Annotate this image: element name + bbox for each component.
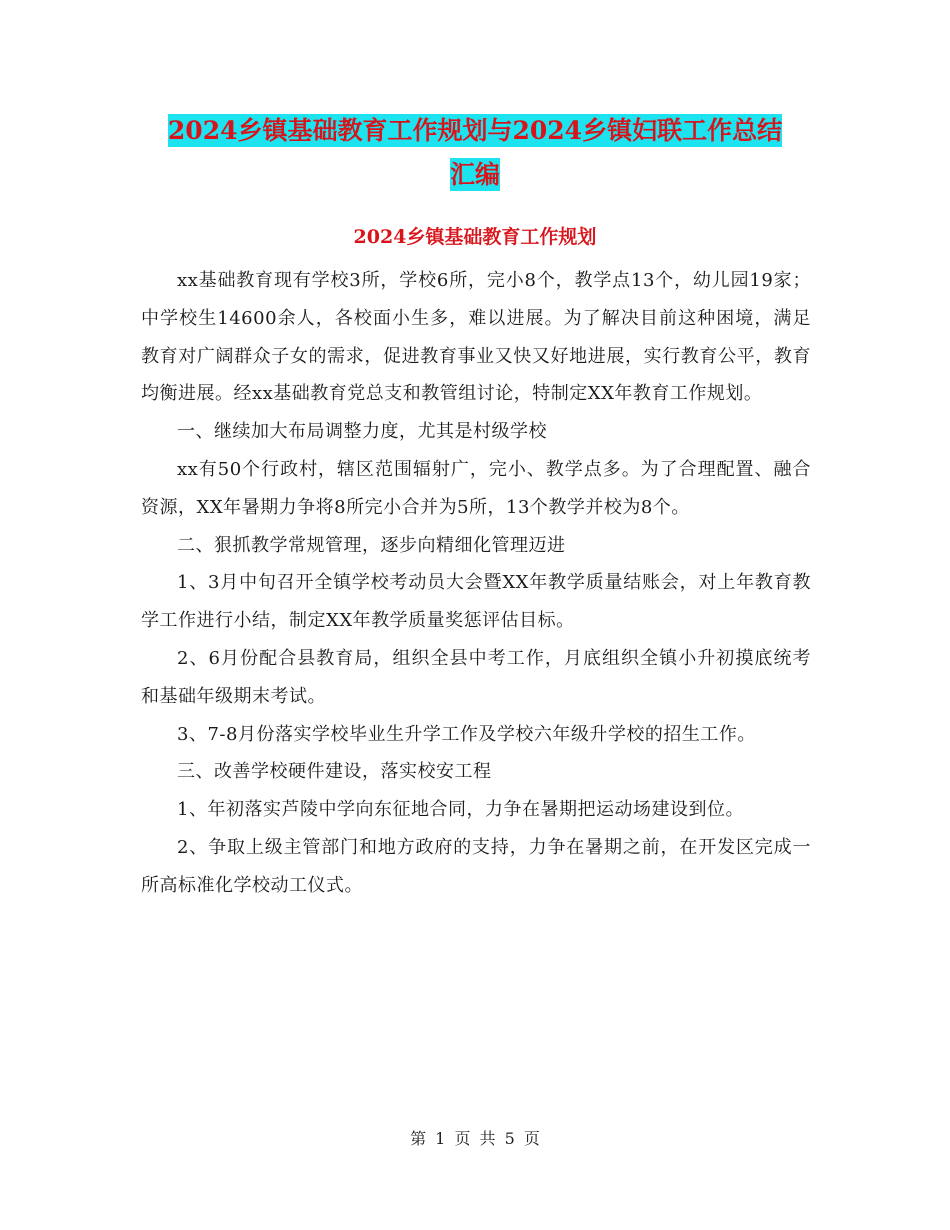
title-highlight-2: 汇编: [449, 160, 500, 189]
title-highlight-1: 2024乡镇基础教育工作规划与2024乡镇妇联工作总结: [167, 116, 783, 145]
page-footer: 第 1 页 共 5 页: [410, 1129, 540, 1148]
paragraph-layout-adjustment: xx有50个行政村，辖区范围辐射广，完小、教学点多。为了合理配置、融合资源，XX年暑期力争将8所完小合并为5所，13个教学并校为8个。: [141, 458, 811, 518]
document-body: [141, 262, 811, 905]
document-title-line-2: [0, 152, 950, 198]
paragraph-hardware-1: 1、年初落实芦陵中学向东征地合同，力争在暑期把运动场建设到位。: [177, 799, 744, 821]
paragraph-item-2: 2、6月份配合县教育局，组织全县中考工作，月底组织全镇小升初摸底统考和基础年级期末考试。: [141, 647, 811, 707]
heading-hardware-construction: 三、改善学校硬件建设，落实校安工程: [177, 761, 492, 783]
paragraph-intro: xx基础教育现有学校3所，学校6所，完小8个，教学点13个，幼儿园19家；中学校生14600余人，各校面小生多，难以进展。为了解决目前这种困境，满足教育对广阔群众子女的需求，促进教育事业又快又好地进展，实行教育公平，教育均衡进展。经xx基础教育党总支和教管组讨论，特制定XX年教育工作规划。: [141, 270, 811, 405]
paragraph-item-3: 3、7-8月份落实学校毕业生升学工作及学校六年级升学校的招生工作。: [177, 723, 756, 745]
document-title-line-1: [0, 108, 950, 154]
paragraph-hardware-2: 2、争取上级主管部门和地方政府的支持，力争在暑期之前，在开发区完成一所高标准化学校动工仪式。: [141, 836, 811, 896]
section-title: 2024乡镇基础教育工作规划: [353, 226, 597, 248]
heading-layout-adjustment: 一、继续加大布局调整力度，尤其是村级学校: [177, 421, 547, 443]
heading-teaching-management: 二、狠抓教学常规管理，逐步向精细化管理迈进: [177, 534, 566, 556]
paragraph-item-1: 1、3月中旬召开全镇学校考动员大会暨XX年教学质量结账会，对上年教育教学工作进行小结，制定XX年教学质量奖惩评估目标。: [141, 572, 811, 632]
